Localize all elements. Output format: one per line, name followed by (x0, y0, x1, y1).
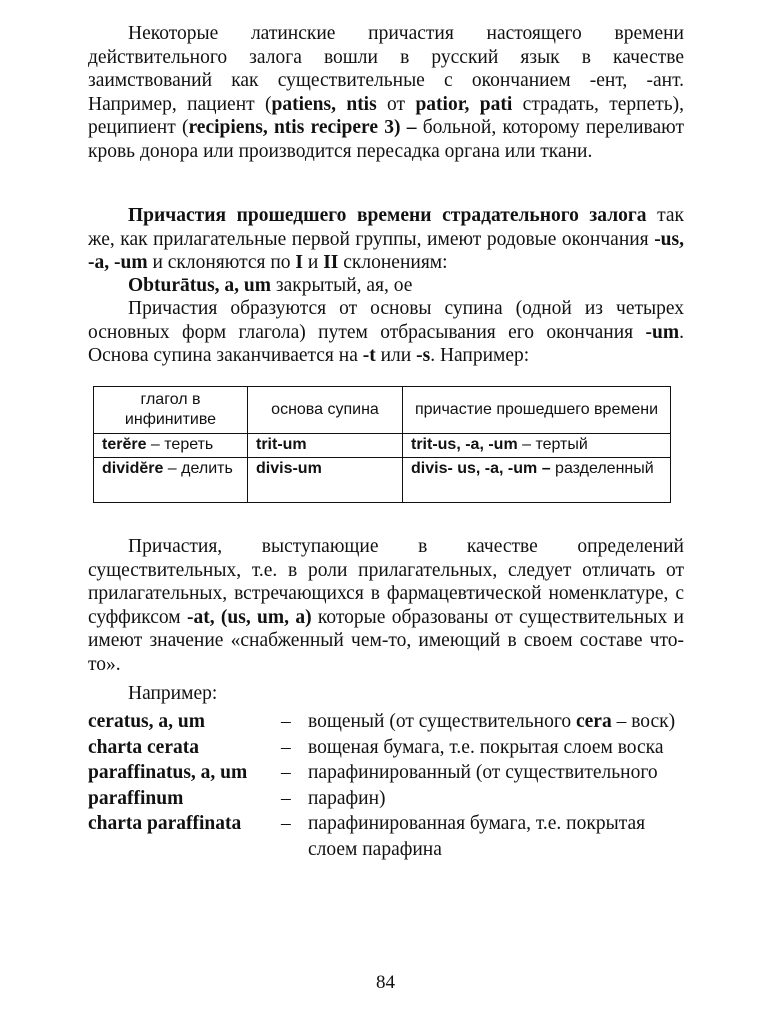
p1-text-c: от (376, 93, 416, 115)
example-dash: – (281, 762, 291, 783)
table-cell-infinitive (94, 458, 248, 503)
table-row (94, 458, 671, 503)
p1-text-a: Некоторые латинские причастия настоящего времени действительного залога вошли в русский язык в качестве заимствований как существительные с окончанием -ент, -ант. Например, пациент ( (88, 23, 684, 115)
example-definition (308, 760, 688, 786)
example-dash: – (281, 787, 291, 809)
definition-text: парафинированный (от существительного (308, 762, 658, 783)
p1-text-e: больной, которому переливают кровь донора или производится пересадка органа или ткани. (88, 117, 684, 162)
p4-text-a: Причастия образуются от основы супина (одной из четырех основных форм глагола) путем отбрасывания его окончания (88, 298, 684, 343)
example-term: ceratus, a, um (88, 711, 205, 732)
p2-text-c: и склоняются по (147, 252, 296, 273)
example-term: paraffinum (88, 787, 184, 809)
p1-term-patiens: patiens, ntis (271, 93, 377, 115)
table-cell-infinitive (94, 434, 248, 458)
p1-text-d: страдать, терпеть), реципиент ( (88, 93, 685, 138)
definition-text-end: – воск) (611, 711, 676, 732)
list-item (88, 811, 688, 862)
definition-latin: cera (575, 711, 612, 732)
p2-endings: -us, -a, -um (88, 228, 684, 273)
definition-text: парафинированная бумага, т.е. покрытая слоем парафина (308, 813, 646, 860)
table-cell-participle (403, 434, 671, 458)
latin-verb: dividĕre (102, 460, 164, 477)
example-term: charta cerata (88, 736, 199, 758)
p5-text-a: Причастия, выступающие в качестве определений существительных, т.е. в роли прилагательных, следует отличать от прилагательных, встречающихся в фармацевтической номенклатуре, с суффиксом (88, 536, 684, 628)
paragraph-past-passive-participles (88, 204, 684, 275)
p5-suffix: -at, (us, um, a) (186, 606, 312, 628)
list-item (88, 760, 688, 786)
paragraph-latin-participles-present (88, 22, 684, 163)
p2-text-e: склонениям: (338, 252, 448, 273)
example-term: paraffinatus, a, um (88, 762, 248, 783)
p4-text-e: . Например: (430, 345, 530, 366)
p2-declension-2: II (323, 252, 339, 273)
latin-verb: terĕre (102, 436, 147, 453)
latin-participle: trit-us, -a, -um (411, 436, 518, 453)
list-item (88, 735, 688, 761)
p3-definition: закрытый, ая, ое (271, 275, 413, 296)
table-header-row (94, 387, 671, 434)
paragraph-for-example: Например: (128, 683, 218, 704)
p2-declension-1: I (295, 252, 304, 273)
p5-text-c: которые образованы от существительных и имеют значение «снабженный чем-то, имеющий в своем составе что-то». (88, 606, 684, 675)
example-term: charta paraffinata (88, 813, 242, 834)
table-cell-supine: trit-um (248, 434, 403, 458)
example-definition (308, 786, 688, 812)
example-definition (308, 735, 688, 761)
examples-list (88, 709, 688, 862)
example-dash: – (281, 736, 291, 758)
p4-text-c: . Основа супина заканчивается на (88, 321, 684, 366)
table-row (94, 434, 671, 458)
p1-term-patior: patior, pati (415, 93, 513, 115)
paragraph-participles-vs-adjectives (88, 535, 684, 676)
p4-ending-s: -s (416, 345, 431, 366)
definition-text: вощеный (от существительного (308, 711, 576, 732)
example-definition (308, 811, 688, 862)
example-definition (308, 709, 688, 735)
table-header-past-participle: причастие прошедшего времени (403, 387, 671, 434)
participle-formation-table (93, 386, 671, 503)
page-number: 84 (376, 972, 395, 993)
p2-text-a: так же, как прилагательные первой группы, имеют родовые окончания (88, 205, 684, 250)
p2-text-d: и (303, 252, 324, 273)
list-item (88, 786, 688, 812)
table-cell-participle (403, 458, 671, 503)
participle-translation: разделенный (550, 460, 654, 477)
participle-translation: – тертый (517, 436, 588, 453)
section-heading: Причастия прошедшего времени страдательного залога (128, 205, 647, 226)
example-dash: – (281, 711, 291, 732)
example-dash: – (281, 813, 291, 834)
p3-term: Obturātus, a, um (128, 275, 272, 296)
table-header-supine-stem: основа супина (248, 387, 403, 434)
verb-translation: – делить (163, 460, 233, 477)
table-cell-supine: divis-um (248, 458, 403, 503)
p4-ending-t: -t (362, 345, 376, 366)
definition-text: парафин) (308, 787, 386, 809)
p1-term-recipiens: recipiens, ntis recipere 3) – (188, 117, 417, 138)
paragraph-supine-formation (88, 297, 684, 368)
list-item (88, 709, 688, 735)
latin-participle: divis- us, -a, -um – (411, 460, 551, 477)
paragraph-obturatus-example (88, 274, 684, 298)
table-header-infinitive: глагол в инфинитиве (94, 387, 248, 434)
definition-text: вощеная бумага, т.е. покрытая слоем воска (308, 736, 664, 758)
p4-ending-um: -um (645, 321, 680, 343)
verb-translation: – тереть (146, 436, 214, 453)
p4-text-d: или (375, 345, 417, 366)
